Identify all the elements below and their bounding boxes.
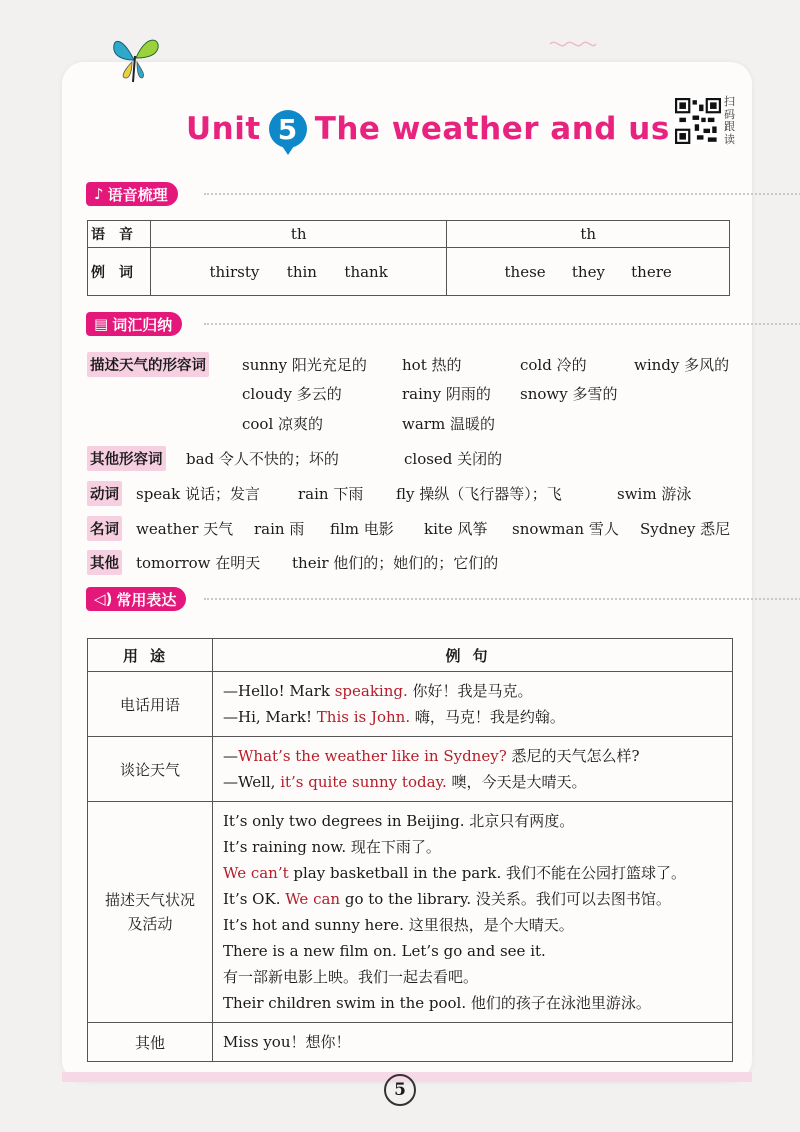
vocab-item: kite 风筝 bbox=[424, 520, 488, 538]
vocab-item: cloudy 多云的 bbox=[242, 385, 342, 403]
title-unit: Unit bbox=[186, 111, 261, 147]
vocab-tag: 名词 bbox=[87, 516, 122, 541]
decorative-swirl-icon bbox=[548, 36, 598, 50]
vocab-nouns-row bbox=[87, 516, 128, 541]
vocab-item: fly 操纵（飞行器等）；飞 bbox=[396, 485, 562, 503]
vocab-item: closed 关闭的 bbox=[404, 450, 503, 468]
phonics-label-sound: 语音 bbox=[88, 221, 151, 248]
title-topic: The weather and us bbox=[314, 111, 670, 147]
vocab-verbs-row bbox=[87, 481, 128, 506]
page-title bbox=[186, 106, 670, 152]
phonics-word: thin bbox=[286, 262, 317, 281]
speaker-icon: ◁) bbox=[94, 590, 113, 608]
vocab-weather-adj-row bbox=[87, 352, 215, 377]
vocab-item: film 电影 bbox=[330, 520, 394, 538]
expression-lines bbox=[213, 802, 733, 1023]
phonics-sound-b: th bbox=[447, 221, 730, 248]
vocab-others-row bbox=[87, 550, 128, 575]
expressions-header-use: 用途 bbox=[88, 639, 213, 672]
section-vocab-header bbox=[86, 312, 182, 336]
phonics-words-b-cell bbox=[447, 248, 730, 296]
section-divider bbox=[204, 193, 800, 195]
expression-use: 谈论天气 bbox=[88, 737, 213, 802]
section-divider bbox=[204, 323, 800, 325]
expressions-table bbox=[87, 638, 733, 1062]
expression-lines bbox=[213, 672, 733, 737]
vocab-item: sunny 阳光充足的 bbox=[242, 356, 367, 374]
vocab-tag: 描述天气的形容词 bbox=[87, 352, 209, 377]
section-vocab-title: 词汇归纳 bbox=[112, 315, 173, 334]
expression-use: 电话用语 bbox=[88, 672, 213, 737]
expression-use: 描述天气状况及活动 bbox=[88, 802, 213, 1023]
expression-line: There is a new film on. Let’s go and see it. bbox=[223, 942, 546, 960]
vocab-item: tomorrow 在明天 bbox=[136, 554, 261, 572]
vocab-item: rain 雨 bbox=[254, 520, 305, 538]
qr-label: 扫码跟读 bbox=[724, 95, 735, 146]
expression-line: —Well, it’s quite sunny today. 噢，今天是大晴天。 bbox=[223, 773, 587, 791]
vocab-item: swim 游泳 bbox=[617, 485, 692, 503]
butterfly-icon bbox=[108, 32, 164, 84]
qr-code-icon[interactable] bbox=[675, 98, 721, 144]
expression-line: Their children swim in the pool. 他们的孩子在泳池里游泳。 bbox=[223, 994, 651, 1012]
phonics-word: there bbox=[631, 262, 672, 281]
expression-line: —What’s the weather like in Sydney? 悉尼的天气怎么样? bbox=[223, 747, 640, 765]
vocab-item: weather 天气 bbox=[136, 520, 234, 538]
note-icon: ♪ bbox=[94, 185, 104, 203]
phonics-words-a-cell bbox=[151, 248, 447, 296]
vocab-tag: 其他 bbox=[87, 550, 122, 575]
expression-line: It’s OK. We can go to the library. 没关系。我们可以去图书馆。 bbox=[223, 890, 671, 908]
vocab-item: rain 下雨 bbox=[298, 485, 364, 503]
section-divider bbox=[204, 598, 800, 600]
expression-line: 有一部新电影上映。我们一起去看吧。 bbox=[223, 968, 479, 986]
expression-line: It’s only two degrees in Beijing. 北京只有两度。 bbox=[223, 812, 575, 830]
phonics-table bbox=[87, 220, 730, 296]
vocab-item: snowman 雪人 bbox=[512, 520, 619, 538]
book-icon: ▤ bbox=[94, 315, 109, 333]
vocab-item: their 他们的；她们的；它们的 bbox=[292, 554, 499, 572]
section-expressions-title: 常用表达 bbox=[116, 590, 177, 609]
phonics-word: they bbox=[571, 262, 605, 281]
expressions-header-example: 例句 bbox=[213, 639, 733, 672]
vocab-item: Sydney 悉尼 bbox=[640, 520, 731, 538]
vocab-item: bad 令人不快的；坏的 bbox=[186, 450, 339, 468]
vocab-item: hot 热的 bbox=[402, 356, 462, 374]
phonics-word: thank bbox=[344, 262, 388, 281]
expression-lines bbox=[213, 737, 733, 802]
expression-line: —Hello! Mark speaking. 你好！我是马克。 bbox=[223, 682, 533, 700]
vocab-item: cold 冷的 bbox=[520, 356, 587, 374]
expression-line: Miss you！想你！ bbox=[223, 1033, 351, 1051]
vocab-tag: 其他形容词 bbox=[87, 446, 166, 471]
section-phonics-title: 语音梳理 bbox=[107, 185, 168, 204]
section-expressions-header bbox=[86, 587, 186, 611]
vocab-tag: 动词 bbox=[87, 481, 122, 506]
vocab-item: speak 说话；发言 bbox=[136, 485, 260, 503]
unit-number-badge: 5 bbox=[269, 110, 307, 148]
expression-line: —Hi, Mark! This is John. 嗨，马克！我是约翰。 bbox=[223, 708, 565, 726]
phonics-sound-a: th bbox=[151, 221, 447, 248]
vocab-item: warm 温暖的 bbox=[402, 415, 495, 433]
expression-lines bbox=[213, 1023, 733, 1062]
phonics-label-words: 例词 bbox=[88, 248, 151, 296]
phonics-word: these bbox=[504, 262, 546, 281]
phonics-word: thirsty bbox=[209, 262, 260, 281]
expression-use: 其他 bbox=[88, 1023, 213, 1062]
vocab-item: snowy 多雪的 bbox=[520, 385, 618, 403]
vocab-other-adj-row bbox=[87, 446, 172, 471]
vocab-item: cool 凉爽的 bbox=[242, 415, 324, 433]
expression-line: We can’t play basketball in the park. 我们不能在公园打篮球了。 bbox=[223, 864, 687, 882]
expression-line: It’s raining now. 现在下雨了。 bbox=[223, 838, 441, 856]
page-number: 5 bbox=[384, 1074, 416, 1106]
vocab-item: windy 多风的 bbox=[634, 356, 730, 374]
vocab-item: rainy 阴雨的 bbox=[402, 385, 491, 403]
expression-line: It’s hot and sunny here. 这里很热，是个大晴天。 bbox=[223, 916, 574, 934]
section-phonics-header bbox=[86, 182, 178, 206]
